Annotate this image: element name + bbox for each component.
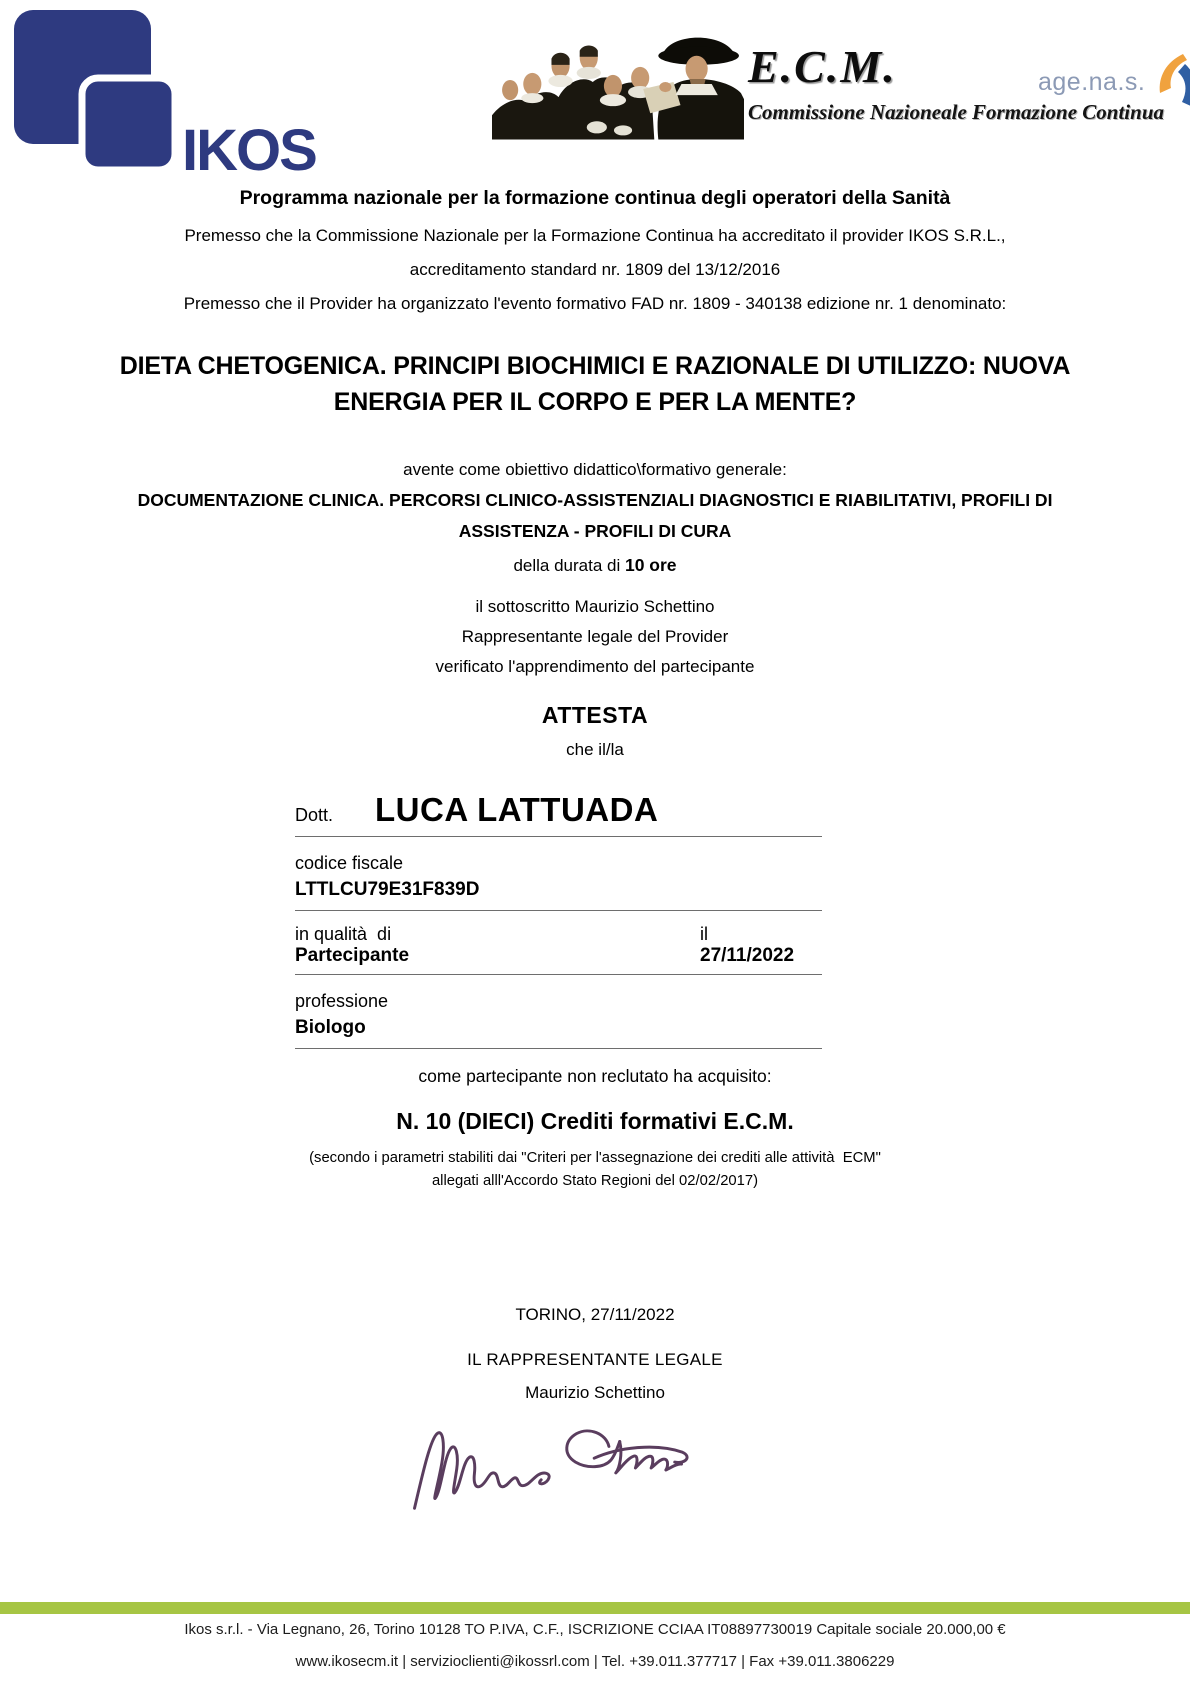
date-value: 27/11/2022 (700, 945, 795, 966)
declaration-line-1: il sottoscritto Maurizio Schettino (475, 597, 715, 616)
attesta-heading: ATTESTA (541, 702, 649, 728)
ecm-painting (492, 26, 744, 140)
duration-value: 10 ore (624, 555, 677, 575)
intro-line-1: Programma nazionale per la formazione continua degli operatori della Sanità (239, 187, 951, 209)
intro-section (0, 183, 1190, 321)
signature-image (402, 1414, 698, 1522)
agenas-logo (1038, 52, 1190, 115)
footer-line-2: www.ikosecm.it | servizioclienti@ikossrl.com | Tel. +39.011.377717 | Fax +39.011.3806229 (295, 1653, 895, 1670)
fiscal-code-value: LTTLCU79E31F839D (295, 879, 480, 900)
field-profession (295, 988, 822, 1049)
fiscal-code-label: codice fiscale (295, 853, 404, 873)
role-value: Partecipante (295, 945, 410, 966)
name-title-label: Dott. (295, 805, 334, 825)
declaration-section (0, 592, 1190, 682)
intro-line-3: accreditamento standard nr. 1809 del 13/12/2016 (409, 260, 781, 279)
intro-line-2: Premesso che la Commissione Nazionale per la Formazione Continua ha accreditato il provider IKOS S.R.L., (184, 226, 1006, 245)
field-role (295, 924, 700, 967)
che-il-la-text: che il/la (566, 740, 624, 759)
field-name (295, 791, 822, 837)
date-label: il (700, 924, 708, 944)
profession-label: professione (295, 991, 389, 1011)
ikos-logo-mark (6, 6, 326, 176)
profession-value: Biologo (295, 1017, 366, 1038)
course-objective: DOCUMENTAZIONE CLINICA. PERCORSI CLINICO-ASSISTENZIALI DIAGNOSTICI E RIABILITATIVI, PROFILI DI ASSISTENZA - PROFILI DI CURA (137, 490, 1053, 541)
field-date (700, 924, 822, 967)
duration-prefix: della durata di (513, 556, 625, 575)
course-duration (0, 549, 1190, 582)
objective-section (0, 455, 1190, 582)
credits-note-2: allegati alll'Accordo Stato Regioni del 02/02/2017) (431, 1173, 759, 1189)
credits-amount: N. 10 (DIECI) Crediti formativi E.C.M. (396, 1108, 794, 1134)
credits-intro: come partecipante non reclutato ha acquisito: (418, 1066, 772, 1086)
participant-fields (295, 791, 822, 1049)
ikos-logo-text: IKOS (182, 118, 316, 176)
ecm-logo-subtitle: Commissione Nazioneale Formazione Continua (748, 100, 1165, 124)
field-fiscal-code (295, 850, 822, 911)
signer-title: IL RAPPRESENTANTE LEGALE (467, 1350, 723, 1369)
intro-line-4: Premesso che il Provider ha organizzato l'evento formativo FAD nr. 1809 - 340138 edizione nr. 1 denominato: (183, 294, 1007, 313)
ecm-logo-title: E.C.M. (748, 41, 897, 92)
ecm-painting-image (492, 26, 744, 140)
place-date: TORINO, 27/11/2022 (515, 1305, 675, 1324)
footer-line-1: Ikos s.r.l. - Via Legnano, 26, Torino 10128 TO P.IVA, C.F., ISCRIZIONE CCIAA IT08897730019 Capitale sociale 20.000,00 € (184, 1621, 1006, 1638)
ikos-logo (6, 6, 326, 176)
participant-name: LUCA LATTUADA (375, 791, 659, 828)
declaration-line-2: Rappresentante legale del Provider (461, 627, 729, 646)
agenas-text: age.na.s. (1038, 68, 1146, 96)
role-label: in qualità di (295, 924, 392, 944)
agenas-swoosh-icon (1147, 52, 1190, 115)
declaration-line-3: verificato l'apprendimento del partecipante (435, 657, 755, 676)
footer-divider-bar (0, 1602, 1190, 1614)
course-title: DIETA CHETOGENICA. PRINCIPI BIOCHIMICI E RAZIONALE DI UTILIZZO: NUOVA ENERGIA PER IL CORPO E PER LA MENTE? (119, 352, 1071, 416)
field-role-and-date (295, 924, 822, 975)
objective-intro: avente come obiettivo didattico\formativo generale: (403, 460, 787, 479)
credits-note-1: (secondo i parametri stabiliti dai "Criteri per l'assegnazione dei crediti alle attività ECM" (309, 1150, 881, 1166)
signer-name: Maurizio Schettino (525, 1383, 665, 1402)
